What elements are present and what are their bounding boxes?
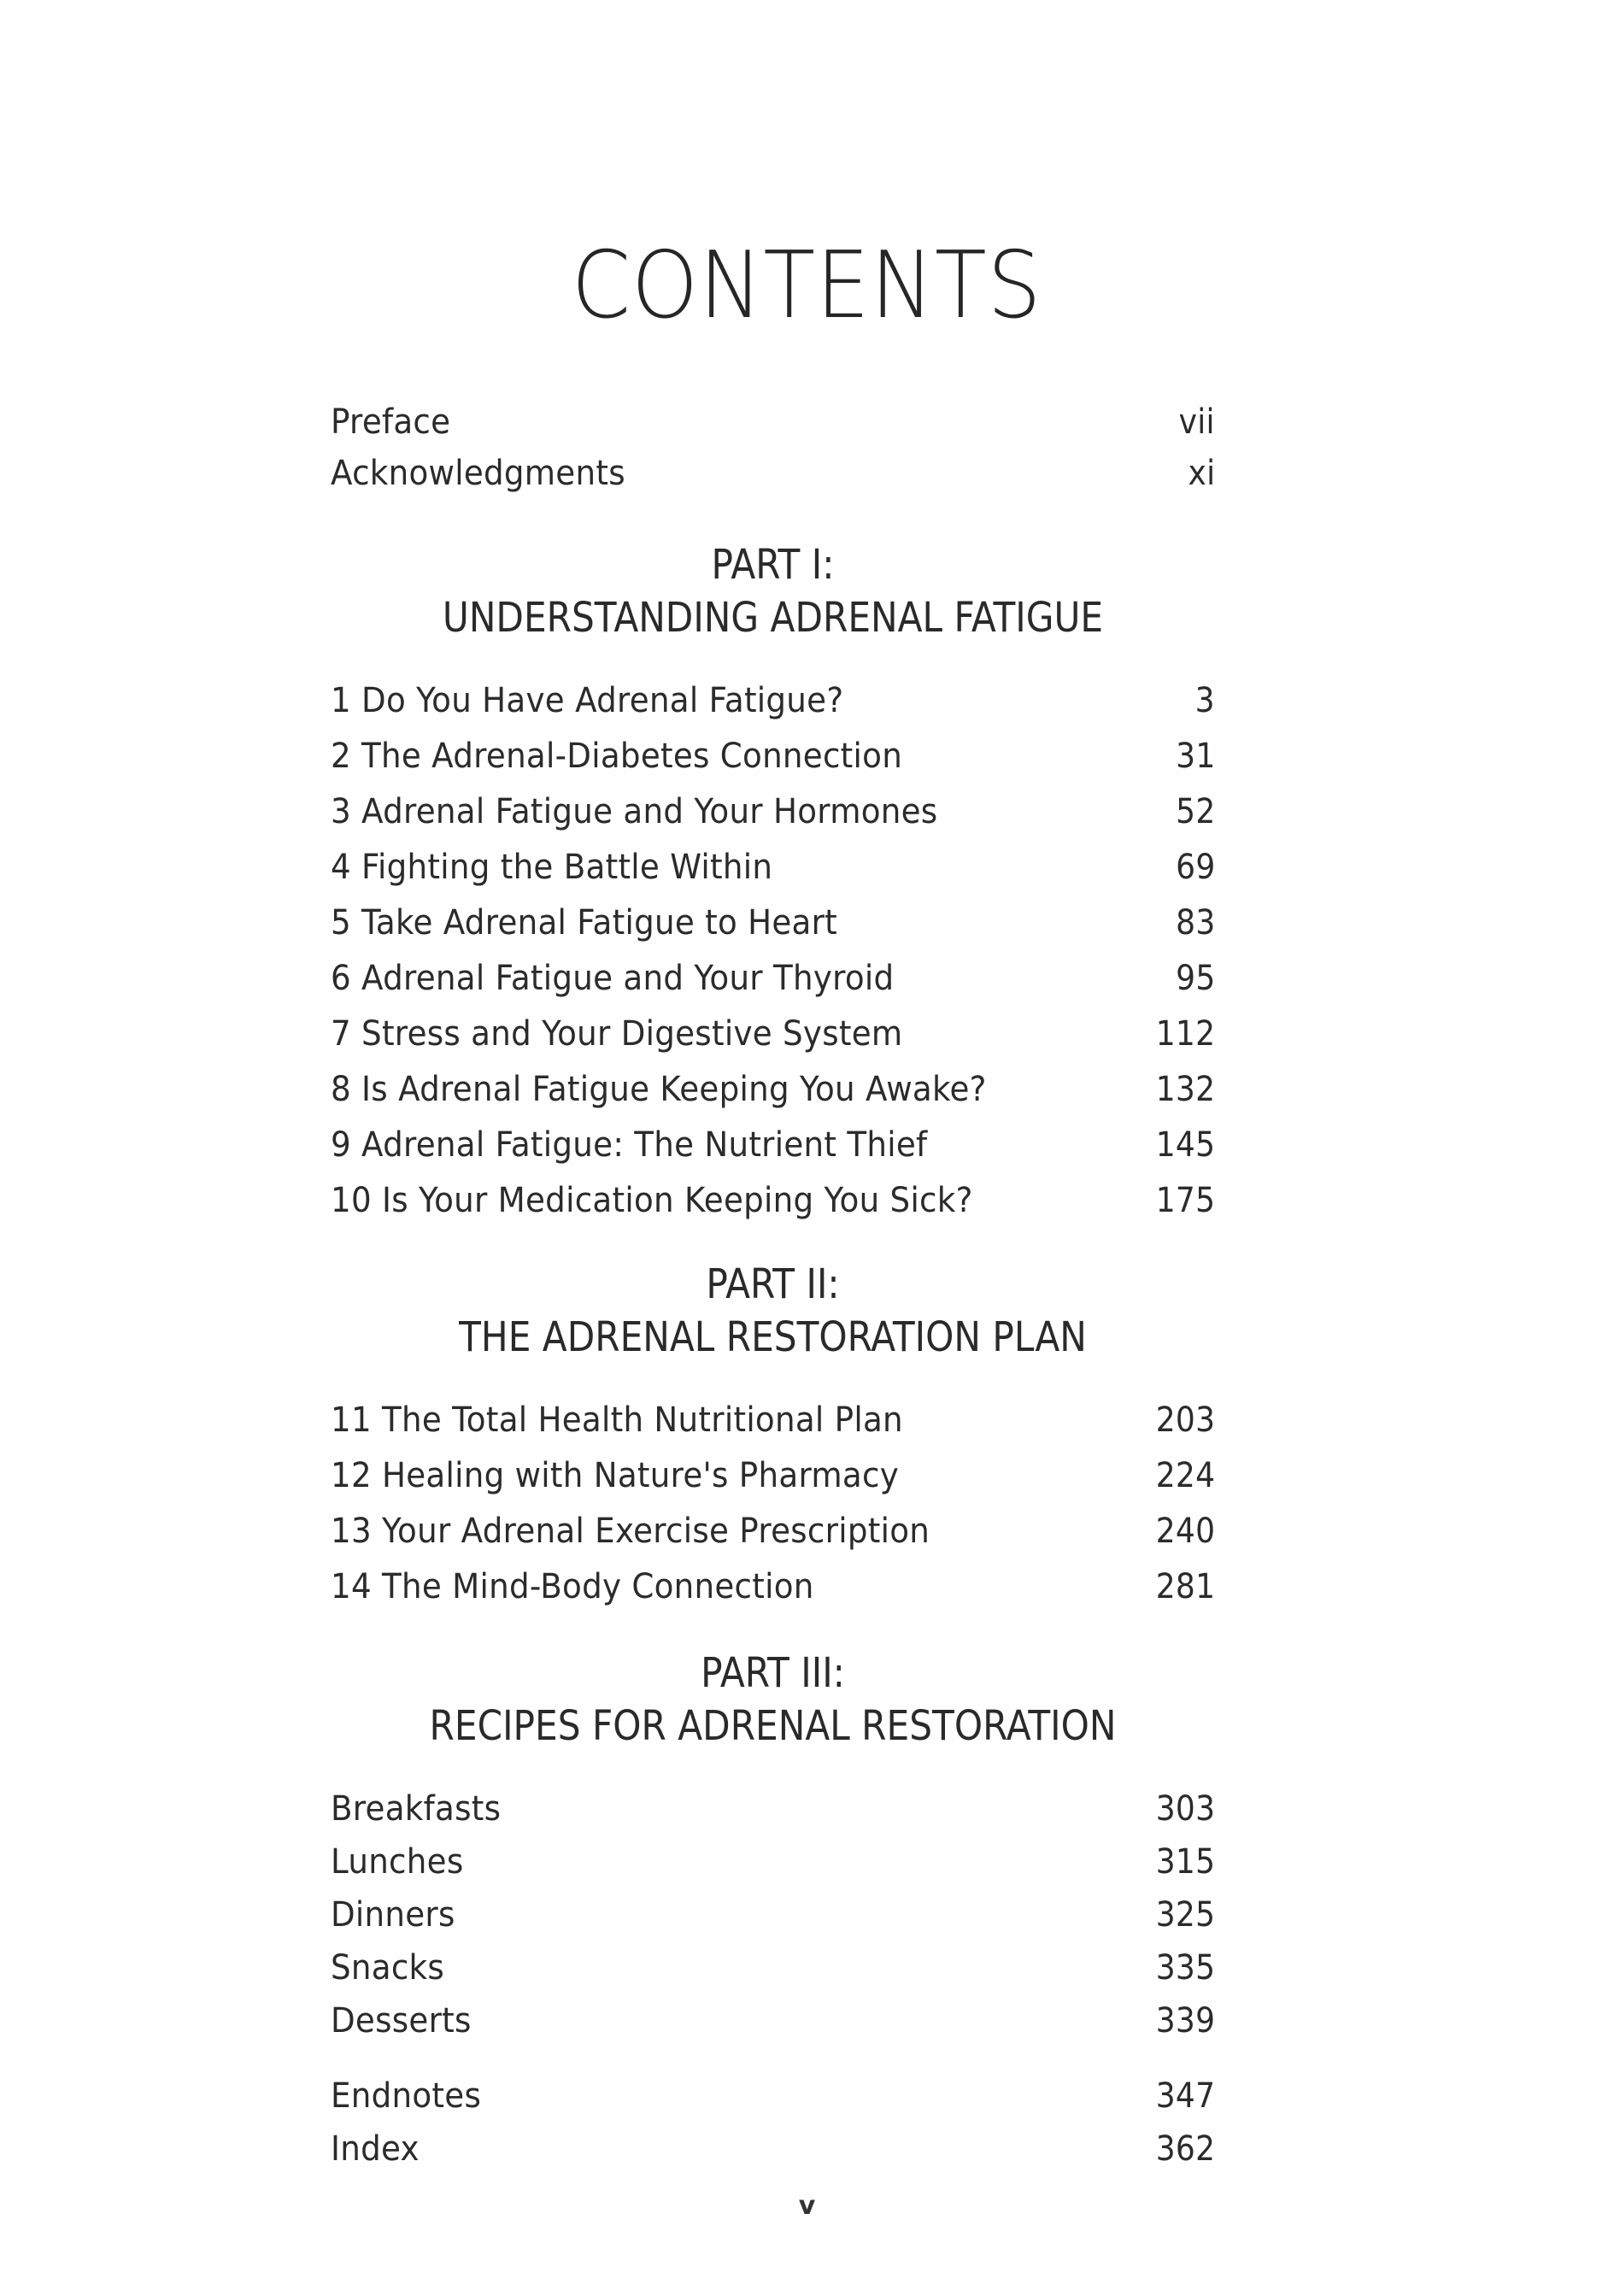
toc-entry-label: 8 Is Adrenal Fatigue Keeping You Awake? <box>331 1070 987 1109</box>
toc-entry-page: 112 <box>1155 1014 1215 1054</box>
toc-entry[interactable] <box>331 954 1215 1002</box>
toc-entry-page: vii <box>1178 402 1215 442</box>
toc-entry-label: 13 Your Adrenal Exercise Prescription <box>331 1512 930 1551</box>
toc-entry[interactable] <box>331 1785 1215 1833</box>
toc-entry-label: Acknowledgments <box>331 454 625 493</box>
page-title: CONTENTS <box>571 232 1042 339</box>
toc-entry-label: Index <box>331 2129 420 2169</box>
toc-entry-page: 83 <box>1175 903 1215 942</box>
toc-entry-endnotes[interactable] <box>331 2072 1215 2120</box>
toc-entry-acknowledgments[interactable] <box>331 449 1215 497</box>
toc-entry[interactable] <box>331 843 1215 891</box>
toc-entry-page: 132 <box>1155 1070 1215 1109</box>
part-title: RECIPES FOR ADRENAL RESTORATION <box>429 1702 1117 1750</box>
toc-entry[interactable] <box>331 1121 1215 1169</box>
toc-entry-preface[interactable] <box>331 398 1215 446</box>
toc-entry-page: 240 <box>1155 1512 1215 1551</box>
toc-entry-label: Desserts <box>331 2001 472 2041</box>
part-heading-1 <box>331 538 1215 644</box>
toc-entry-page: 145 <box>1155 1125 1215 1165</box>
toc-entry[interactable] <box>331 1563 1215 1611</box>
toc-entry-label: Preface <box>331 402 451 442</box>
toc-entry[interactable] <box>331 732 1215 780</box>
toc-entry[interactable] <box>331 788 1215 836</box>
toc-entry-page: xi <box>1188 454 1215 493</box>
toc-entry-label: 9 Adrenal Fatigue: The Nutrient Thief <box>331 1125 928 1165</box>
toc-entry[interactable] <box>331 1891 1215 1939</box>
part-number: PART II: <box>706 1260 840 1308</box>
part-title: UNDERSTANDING ADRENAL FATIGUE <box>442 594 1104 642</box>
toc-entry-page: 95 <box>1175 959 1215 998</box>
toc-entry[interactable] <box>331 1452 1215 1500</box>
part-heading-3 <box>331 1647 1215 1753</box>
toc-entry-label: 14 The Mind-Body Connection <box>331 1567 814 1606</box>
toc-entry-page: 347 <box>1155 2076 1215 2116</box>
page-number-folio: v <box>798 2191 816 2221</box>
toc-entry-label: 11 The Total Health Nutritional Plan <box>331 1401 903 1440</box>
toc-entry-page: 52 <box>1175 792 1215 831</box>
toc-entry-page: 339 <box>1155 2001 1215 2041</box>
toc-entry[interactable] <box>331 1066 1215 1113</box>
toc-entry-label: 12 Healing with Nature's Pharmacy <box>331 1456 899 1495</box>
toc-entry-label: Breakfasts <box>331 1789 502 1829</box>
toc-entry-page: 325 <box>1155 1895 1215 1935</box>
toc-entry-page: 362 <box>1155 2129 1215 2169</box>
toc-entry-page: 281 <box>1155 1567 1215 1606</box>
toc-entry[interactable] <box>331 1010 1215 1058</box>
toc-entry[interactable] <box>331 1944 1215 1992</box>
toc-entry-page: 315 <box>1155 1842 1215 1882</box>
toc-entry-page: 224 <box>1155 1456 1215 1495</box>
toc-entry-index[interactable] <box>331 2125 1215 2173</box>
part-title: THE ADRENAL RESTORATION PLAN <box>459 1313 1087 1361</box>
toc-entry-label: 3 Adrenal Fatigue and Your Hormones <box>331 792 938 831</box>
toc-entry-label: 1 Do You Have Adrenal Fatigue? <box>331 681 844 720</box>
part-number: PART I: <box>711 541 835 589</box>
toc-entry-label: Endnotes <box>331 2076 482 2116</box>
toc-entry-label: 6 Adrenal Fatigue and Your Thyroid <box>331 959 895 998</box>
toc-entry-page: 303 <box>1155 1789 1215 1829</box>
toc-entry-label: Snacks <box>331 1948 445 1988</box>
toc-entry-page: 175 <box>1155 1181 1215 1220</box>
toc-entry-label: Dinners <box>331 1895 455 1935</box>
toc-entry[interactable] <box>331 1838 1215 1886</box>
toc-entry-label: 7 Stress and Your Digestive System <box>331 1014 903 1054</box>
toc-entry-page: 203 <box>1155 1401 1215 1440</box>
toc-entry[interactable] <box>331 1177 1215 1224</box>
toc-entry-page: 335 <box>1155 1948 1215 1988</box>
toc-entry-label: Lunches <box>331 1842 464 1882</box>
toc-entry-label: 10 Is Your Medication Keeping You Sick? <box>331 1181 973 1220</box>
toc-entry-label: 2 The Adrenal-Diabetes Connection <box>331 737 903 776</box>
toc-entry[interactable] <box>331 1507 1215 1555</box>
toc-entry[interactable] <box>331 677 1215 725</box>
toc-entry-label: 5 Take Adrenal Fatigue to Heart <box>331 903 838 942</box>
toc-entry-page: 3 <box>1194 681 1215 720</box>
toc-entry-page: 31 <box>1175 737 1215 776</box>
toc-entry[interactable] <box>331 1997 1215 2045</box>
part-number: PART III: <box>701 1649 845 1697</box>
toc-entry[interactable] <box>331 1396 1215 1444</box>
toc-entry-label: 4 Fighting the Battle Within <box>331 848 773 887</box>
toc-entry-page: 69 <box>1175 848 1215 887</box>
toc-entry[interactable] <box>331 899 1215 947</box>
part-heading-2 <box>331 1258 1215 1364</box>
